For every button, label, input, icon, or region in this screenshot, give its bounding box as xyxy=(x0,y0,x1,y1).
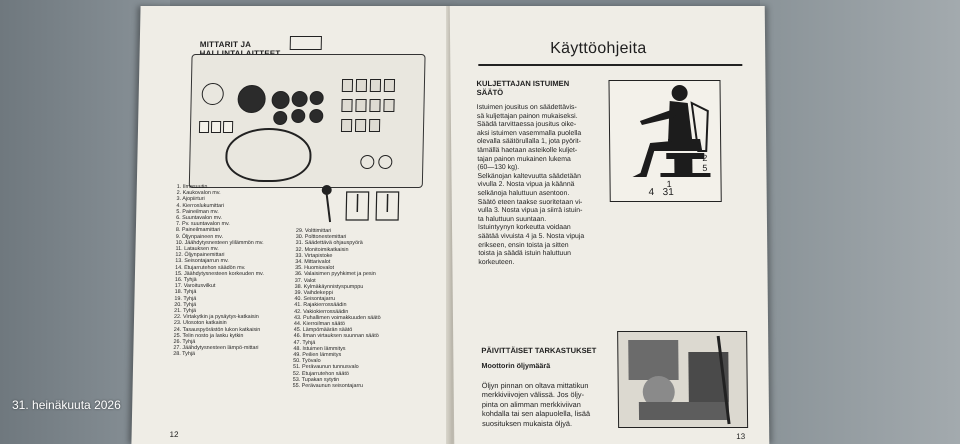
section2-subheading: Moottorin öljymäärä xyxy=(481,361,551,370)
body-line: Istuintyynyn korkeutta voidaan xyxy=(477,224,571,232)
legend-item: 43. Puhallimen voimakkuuden säätö xyxy=(293,314,381,321)
body-line: vivulla 2. Nosta vipua ja käännä xyxy=(477,181,575,189)
seat-label-31: 31 xyxy=(662,187,674,198)
legend-item: 13. Seisontajarrun mv. xyxy=(175,258,229,265)
legend-item: 21. Tyhjä xyxy=(174,308,197,315)
switch-2 xyxy=(211,121,221,133)
body-line: tajan painon mukainen lukema xyxy=(477,155,571,163)
left-heading-line1: MITTARIT JA xyxy=(199,40,252,49)
switch-3 xyxy=(223,121,233,133)
legend-item: 8. Paineilmamittari xyxy=(175,227,221,234)
engine-icon xyxy=(618,332,747,427)
air-nozzle-gauge xyxy=(202,83,224,105)
right-page-number: 13 xyxy=(736,432,746,441)
legend-item: 51. Perävaunun tunnusvalo xyxy=(292,364,359,371)
section2-heading: PÄIVITTÄISET TARKASTUKSET xyxy=(481,346,597,355)
left-page xyxy=(131,6,455,444)
seat-label-2: 2 xyxy=(702,153,708,163)
body-line: kohdalla tai sen alapuolella, lisää xyxy=(481,409,591,419)
left-page-number: 12 xyxy=(169,430,179,439)
panel-switch-g xyxy=(369,99,380,112)
legend-item: 9. Öljynpaineen mv. xyxy=(175,233,224,240)
volt-gauge xyxy=(291,109,305,123)
panel-switch-a xyxy=(342,79,353,92)
body-line: erikseen, ensin toista ja sitten xyxy=(478,241,569,249)
legend-item: 14. Etujarrutehon säädön mv. xyxy=(175,264,246,271)
panel-switch-j xyxy=(355,119,366,132)
body-line: Säädä tarvittaessa jousitus oike- xyxy=(476,121,577,129)
body-line: korkeuteen. xyxy=(478,258,515,266)
tachometer-gauge xyxy=(237,85,266,113)
legend-item: 3. Ajopiirturi xyxy=(176,196,205,203)
body-line: merkkiviivojen välissä. Jos öljy- xyxy=(481,390,585,400)
legend-item: 12. Öljynpainemittari xyxy=(175,252,225,259)
legend-item: 25. Telin nosto ja lasku kytkin xyxy=(173,332,244,339)
section1-heading-line2: SÄÄTÖ xyxy=(476,88,504,97)
oil-gauge xyxy=(291,91,307,107)
body-line: (60—130 kg). xyxy=(477,164,520,172)
engine-photo xyxy=(617,331,748,428)
seat-label-4: 4 xyxy=(648,187,655,198)
legend-item: 34. Mittarivalot xyxy=(295,259,331,266)
body-line: aksi istuimen vasemmalla puolella xyxy=(477,129,582,137)
legend-item: 1. Ilmasuutin xyxy=(176,184,208,190)
legend-item: 23. Ulosoton katkaisin xyxy=(173,320,227,327)
legend-item: 18. Tyhjä xyxy=(174,289,197,296)
body-line: Säätö eteen taakse suoritetaan vi- xyxy=(477,198,583,206)
legend-item: 31. Säädettävä ohjauspyörä xyxy=(295,240,363,247)
legend-item: 5. Paineilman mv. xyxy=(176,208,219,215)
legend-item: 35. Huomiovalot xyxy=(295,265,335,272)
legend-item: 55. Perävaunun seisontajarru xyxy=(292,383,364,390)
body-line: selkänoja haluttuun asentoon. xyxy=(477,189,570,197)
legend-item: 6. Suuntavalon mv. xyxy=(176,215,222,222)
legend-item: 17. Varoitusvilkut xyxy=(174,283,216,290)
body-line: ta haluttuun suuntaan. xyxy=(477,215,547,223)
legend-item: 42. Vakiokierrossäädin xyxy=(294,308,349,315)
legend-item: 50. Työvalo xyxy=(293,358,321,365)
legend-item: 27. Jäähdytysnesteen lämpö-mittari xyxy=(173,345,259,352)
pressure-gauge xyxy=(271,91,289,109)
body-line: pinta on alimman merkkiviivan xyxy=(481,399,581,409)
legend-item: 4. Kierroslukumittari xyxy=(176,202,225,209)
lever-illustrations xyxy=(296,182,417,232)
legend-item: 38. Kylmäkäynnistyspumppu xyxy=(294,283,364,290)
fuel-gauge xyxy=(309,109,323,123)
aux-gauge xyxy=(273,111,287,125)
panel-switch-b xyxy=(356,79,367,92)
body-line: Öljyn pinnan on oltava mittatikun xyxy=(481,381,589,390)
background-right xyxy=(760,0,960,444)
heater-knob-1 xyxy=(360,155,374,169)
legend-item: 28. Tyhjä xyxy=(173,351,196,358)
legend-item: 22. Virtakytkin ja pysäytys-katkaisin xyxy=(174,314,259,321)
legend-item: 41. Rajakierrossäädin xyxy=(294,302,347,309)
legend-item: 15. Jäähdytysnesteen korkeuden mv. xyxy=(174,270,264,277)
body-line: olevalla säätörullalla 1, jota pyörit- xyxy=(477,138,581,146)
legend-item: 11. Latauksen mv. xyxy=(175,246,219,253)
legend-item: 47. Tyhjä xyxy=(293,339,316,346)
body-line: vulla 3. Nosta vipua ja siirrä istuin- xyxy=(477,207,583,215)
panel-switch-k xyxy=(369,119,380,132)
temp-gauge xyxy=(310,91,324,105)
panel-switch-e xyxy=(341,99,352,112)
right-page xyxy=(450,6,770,444)
seat-label-1: 1 xyxy=(666,179,672,189)
legend-item: 19. Tyhjä xyxy=(174,295,197,302)
legend-item: 24. Tasauspyörästön lukon katkaisin xyxy=(173,326,261,333)
legend-item: 49. Peilien lämmitys xyxy=(293,352,342,359)
legend-item: 53. Tupakan sytytin xyxy=(292,376,340,383)
panel-switch-d xyxy=(384,79,395,92)
panel-switch-f xyxy=(355,99,366,112)
section2-body xyxy=(482,381,591,428)
legend-item: 30. Polttonestemittari xyxy=(295,234,347,241)
legend-item: 39. Vaihdekeppi xyxy=(294,290,333,297)
legend-item: 7. Pv. suuntavalon mv. xyxy=(175,221,230,228)
body-line: suosituksen mukaista öljyä. xyxy=(482,418,573,428)
legend-item: 20. Tyhjä xyxy=(174,301,197,308)
section1-heading-line1: KULJETTAJAN ISTUIMEN xyxy=(476,79,570,88)
switch-1 xyxy=(199,121,209,133)
legend-item: 48. Istuimen lämmitys xyxy=(293,345,346,352)
legend-item: 33. Virtapistoke xyxy=(295,252,333,259)
legend-item: 2. Kaukovalon mv. xyxy=(176,190,221,197)
legend-item: 16. Tyhjä xyxy=(174,277,197,284)
legend-column-1 xyxy=(173,184,266,358)
legend-item: 32. Monitoimikatkaisin xyxy=(295,246,349,253)
date-watermark: 31. heinäkuuta 2026 xyxy=(12,398,121,412)
seat-label-5: 5 xyxy=(702,163,708,173)
driver-seat-icon xyxy=(609,81,720,201)
body-line: sä kuljettajan painon mukaiseksi. xyxy=(476,112,578,120)
legend-item: 10. Jäähdytysnesteen ylilämmön mv. xyxy=(175,239,264,246)
panel-switch-c xyxy=(370,79,381,92)
body-line: toista ja säädä istuin haluttuun xyxy=(478,250,572,258)
steering-wheel xyxy=(225,128,312,182)
legend-item: 45. Lämpömäärän säätö xyxy=(293,327,353,334)
body-line: Istuimen jousitus on säädettävis- xyxy=(476,104,577,111)
legend-item: 46. Ilman virtauksen suunnan säätö xyxy=(293,333,379,340)
legend-item: 37. Valot xyxy=(294,277,316,284)
heater-knob-2 xyxy=(378,155,392,169)
section1-body xyxy=(477,104,585,267)
legend-item: 36. Valaisimen pyyhkimet ja pesin xyxy=(294,271,376,278)
panel-switch-h xyxy=(383,99,394,112)
gear-knob-icon xyxy=(322,185,332,195)
body-line: tämällä haetaan asteikolle kuljet- xyxy=(477,146,578,154)
title-rule xyxy=(478,64,742,66)
legend-item: 40. Seisontajarru xyxy=(294,296,336,303)
legend-item: 26. Tyhjä xyxy=(173,339,196,346)
section2-spacer xyxy=(475,328,605,338)
seat-illustration xyxy=(608,80,721,202)
body-line: Selkänojan kaltevuutta säädetään xyxy=(477,172,581,180)
ajopiirturi-display xyxy=(290,36,322,50)
body-line: säätää vivuista 4 ja 5. Nosta vipuja xyxy=(478,232,585,240)
legend-item: 44. Kierroilman säätö xyxy=(293,321,345,328)
legend-item: 29. Volttimittari xyxy=(295,228,332,234)
legend-item: 52. Etujarrutehon säätö xyxy=(292,370,349,377)
legend-column-2 xyxy=(293,228,383,389)
page-title: Käyttöohjeita xyxy=(550,40,647,57)
panel-switch-i xyxy=(341,119,352,132)
